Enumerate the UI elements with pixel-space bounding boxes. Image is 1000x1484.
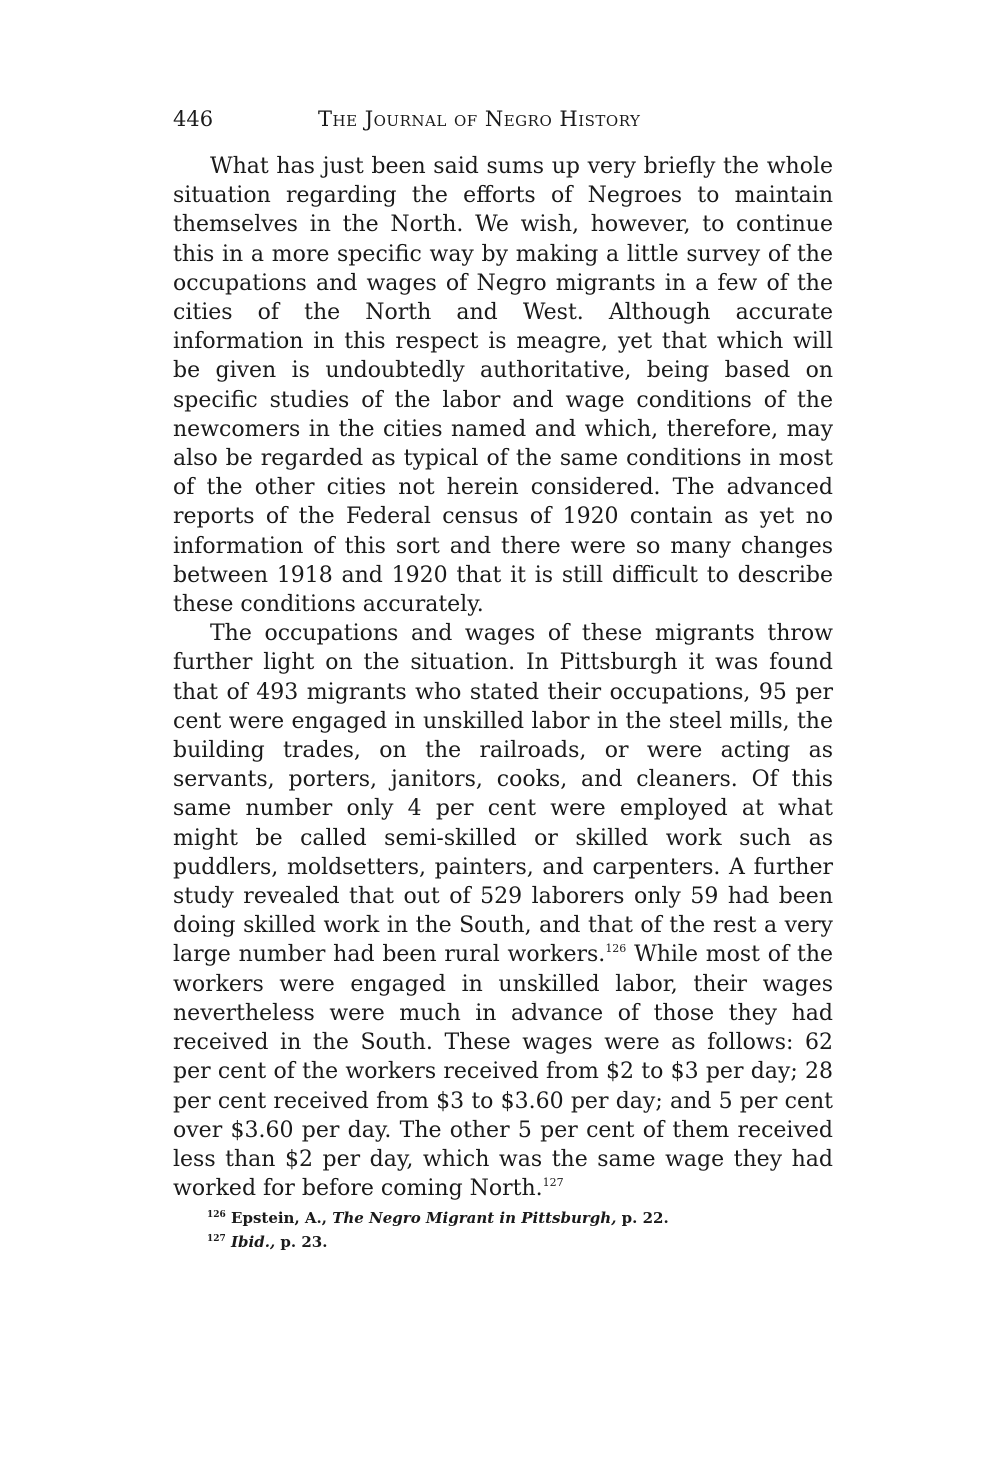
footnote-title: The Negro Migrant in Pittsburgh, <box>332 1209 617 1227</box>
running-head <box>173 104 833 134</box>
footnote-page: p. 22. <box>616 1209 669 1227</box>
paragraph-2-text-part-1: The occupations and wages of these migrants throw further light on the situation. In Pittsburgh it was found that of 493 migrants who stated their occupations, 95 per cent were engaged in unskilled labor in the steel mills, the building trades, on the railroads, or were acting as servants, porters, janitors, cooks, and cleaners. Of this same number only 4 per cent were employed at what might be called semi-skilled or skilled work such as puddlers, moldsetters, painters, and carpenters. A further study revealed that out of 529 laborers only 59 had been doing skilled work in the South, and that of the rest a very large number had been rural workers. <box>173 621 833 968</box>
paragraph-1 <box>173 152 833 619</box>
footnote-page: p. 23. <box>275 1233 328 1251</box>
paragraph-1-text: What has just been said sums up very briefly the whole situation regarding the efforts of Negroes to maintain themselves in the North. We wish, however, to continue this in a more specific way by making a little survey of the occupations and wages of Negro migrants in a few of the cities of the North and West. Although accurate information in this respect is meagre, yet that which will be given is undoubtedly authoritative, being based on specific studies of the labor and wage conditions of the newcomers in the cities named and which, therefore, may also be regarded as typical of the same conditions in most of the other cities not herein considered. The advanced reports of the Federal census of 1920 contain as yet no information of this sort and there were so many changes between 1918 and 1920 that it is still difficult to describe these conditions accurately. <box>173 154 833 618</box>
footnote-127 <box>207 1230 807 1254</box>
paragraph-2 <box>173 619 833 1203</box>
footnote-text: Epstein, A., <box>225 1209 333 1227</box>
footnote-title: Ibid., <box>231 1233 276 1251</box>
footnote-126 <box>207 1206 807 1230</box>
footnote-number: 127 <box>207 1234 226 1244</box>
paragraph-2-text-part-2: While most of the workers were engaged in unskilled labor, their wages nevertheless were much in advance of those they had received in the South. These wages were as follows: 62 per cent of the workers received from $2 to $3 per day; 28 per cent received from $3 to $3.60 per day; and 5 per cent over $3.60 per day. The other 5 per cent of them received less than $2 per day, which was the same wage they had worked for before coming North. <box>173 942 834 1202</box>
journal-title: The Journal of Negro History <box>318 107 641 131</box>
body-text <box>173 152 833 1203</box>
page-number: 446 <box>173 107 214 131</box>
footnotes <box>207 1206 807 1254</box>
footnote-ref-126: 126 <box>605 942 627 956</box>
footnote-ref-127: 127 <box>542 1176 564 1190</box>
footnote-number: 126 <box>207 1210 226 1220</box>
